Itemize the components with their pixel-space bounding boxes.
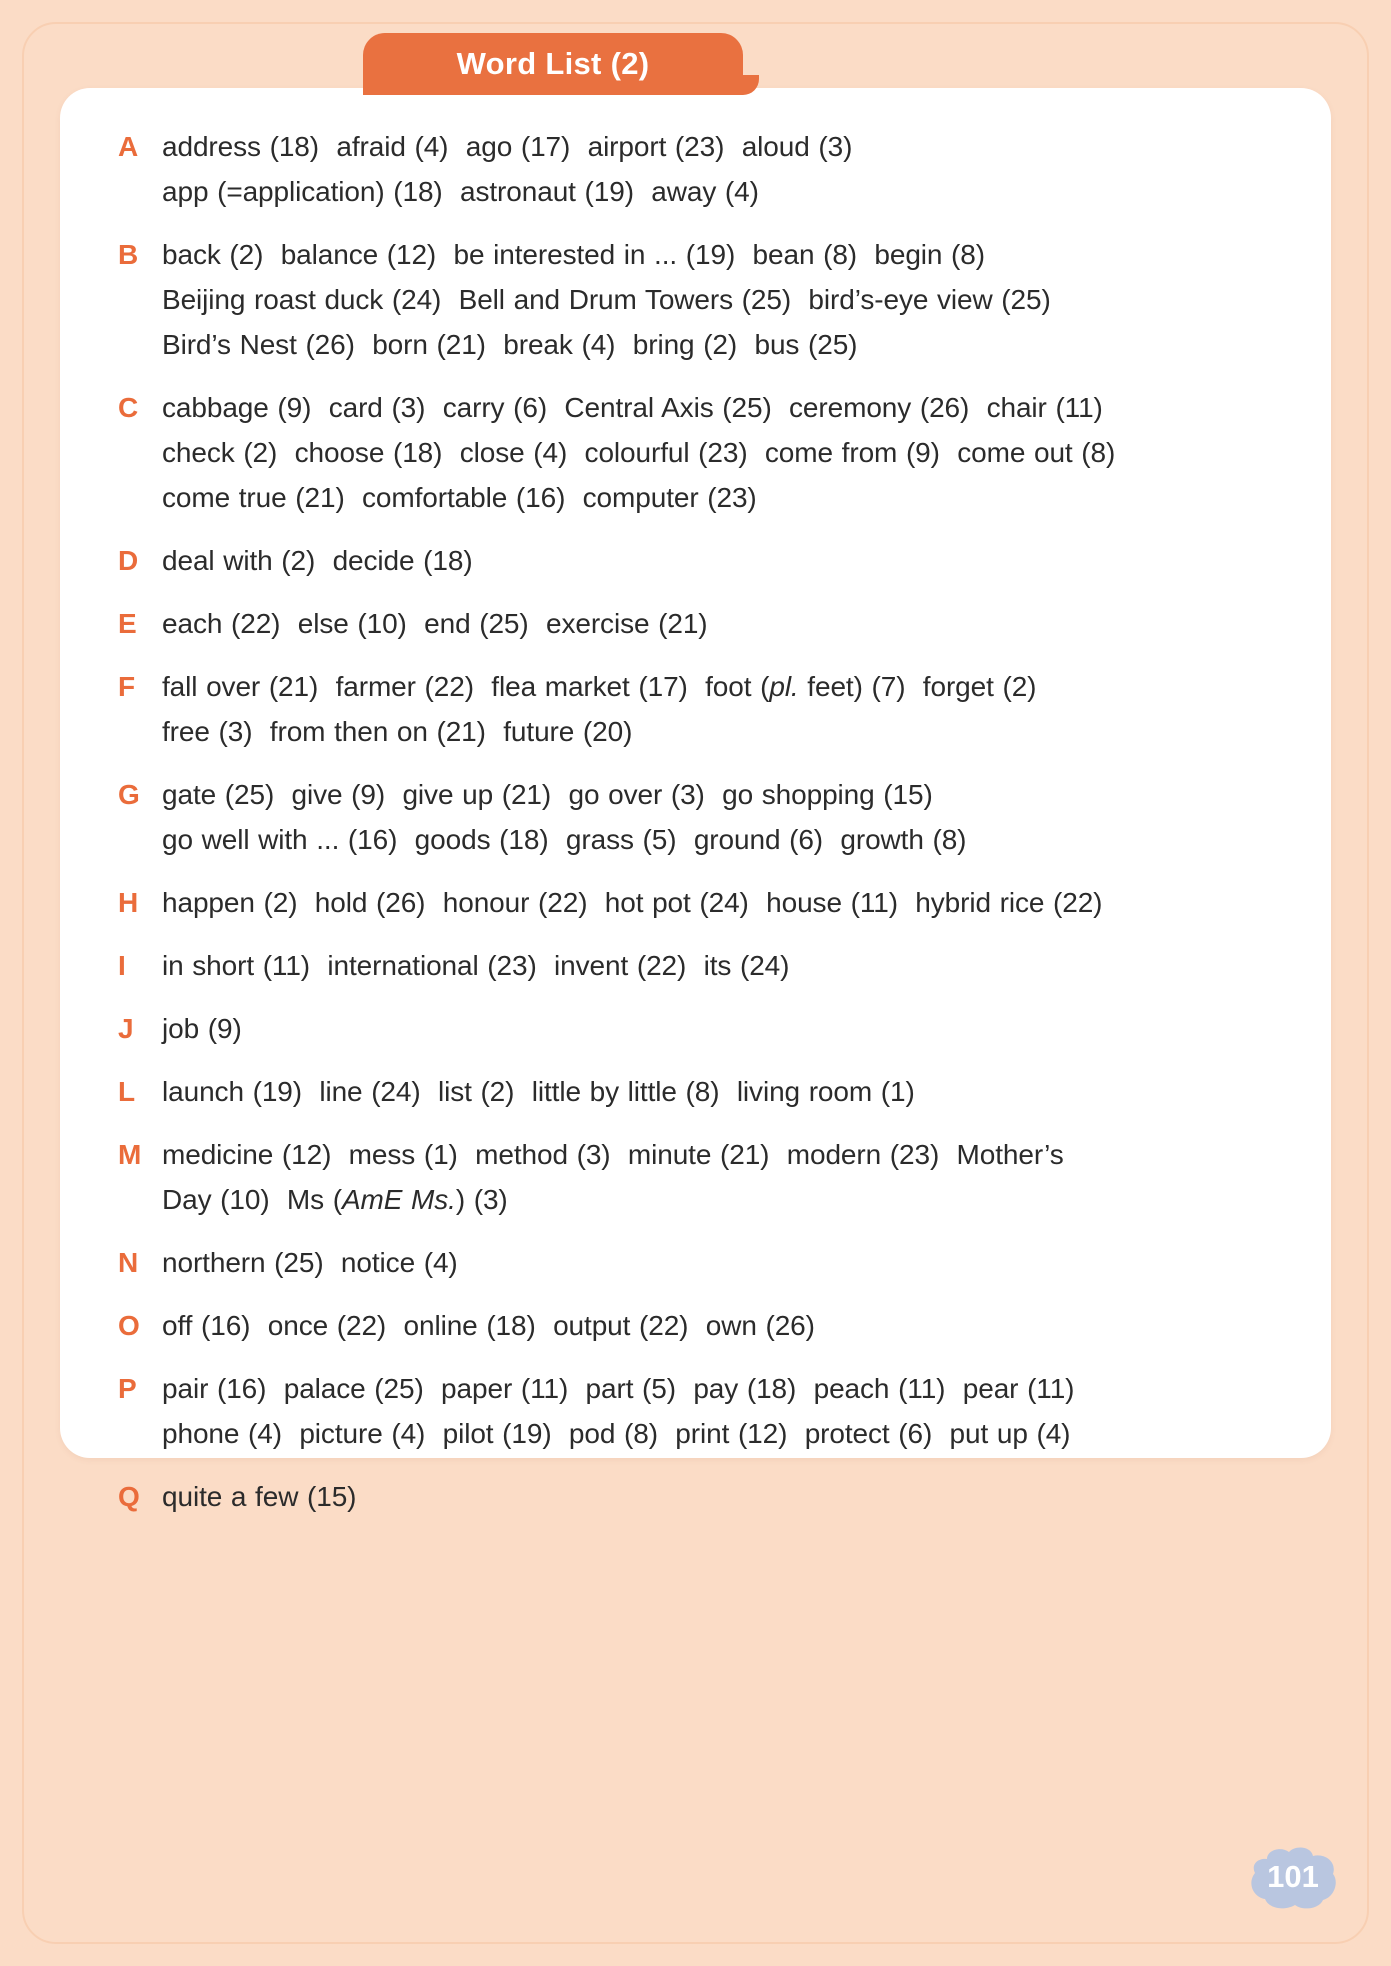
entry-words: gate (25) give (9) give up (21) go over (3) go shopping (15) go well with ... (16) goods (18) grass (5) ground (6) growth (8)	[162, 779, 967, 855]
entry-words: pair (16) palace (25) paper (11) part (5) pay (18) peach (11) pear (11) phone (4) picture (4) pilot (19) pod (8) print (12) protect (6) put up (4)	[162, 1373, 1075, 1449]
entry-letter: L	[118, 1076, 136, 1107]
entry-letter: B	[118, 239, 139, 270]
word-entry-l	[118, 1069, 1277, 1114]
entry-words: happen (2) hold (26) honour (22) hot pot (24) house (11) hybrid rice (22)	[162, 887, 1103, 918]
word-entry-b	[118, 232, 1277, 367]
entry-words: quite a few (15)	[162, 1481, 357, 1512]
word-entry-j	[118, 1006, 1277, 1051]
word-entry-g	[118, 772, 1277, 862]
entry-letter: E	[118, 608, 137, 639]
entry-words: fall over (21) farmer (22) flea market (17) foot (pl. feet) (7) forget (2) free (3) from then on (21) future (20)	[162, 671, 1037, 747]
entry-letter: J	[118, 1013, 134, 1044]
entry-words: back (2) balance (12) be interested in ... (19) bean (8) begin (8) Beijing roast duck (24) Bell and Drum Towers (25) bird’s-eye view (25) Bird’s Nest (26) born (21) break (4) bring (2) bus (25)	[162, 239, 1051, 360]
entry-words: job (9)	[162, 1013, 242, 1044]
word-entry-d	[118, 538, 1277, 583]
word-list-entries	[60, 88, 1331, 1567]
word-entry-i	[118, 943, 1277, 988]
entry-words: address (18) afraid (4) ago (17) airport (23) aloud (3) app (=application) (18) astronaut (19) away (4)	[162, 131, 853, 207]
word-entry-m	[118, 1132, 1277, 1222]
entry-letter: A	[118, 131, 139, 162]
entry-letter: M	[118, 1139, 142, 1170]
entry-words: launch (19) line (24) list (2) little by little (8) living room (1)	[162, 1076, 915, 1107]
word-list-card	[60, 88, 1331, 1512]
page-title: Word List (2)	[456, 46, 650, 81]
word-entry-f	[118, 664, 1277, 754]
entry-letter: C	[118, 392, 139, 423]
page-number-badge	[1247, 1845, 1339, 1911]
entry-words: in short (11) international (23) invent (22) its (24)	[162, 950, 790, 981]
entry-words: cabbage (9) card (3) carry (6) Central Axis (25) ceremony (26) chair (11) check (2) choose (18) close (4) colourful (23) come from (9) come out (8) come true (21) comfortable (16) computer (23)	[162, 392, 1116, 513]
word-entry-o	[118, 1303, 1277, 1348]
word-entry-e	[118, 601, 1277, 646]
page-title-tab	[363, 33, 743, 95]
word-entry-a	[118, 124, 1277, 214]
word-entry-h	[118, 880, 1277, 925]
entry-letter: H	[118, 887, 139, 918]
entry-letter: I	[118, 950, 126, 981]
entry-letter: Q	[118, 1481, 140, 1512]
word-entry-c	[118, 385, 1277, 520]
word-entry-p	[118, 1366, 1277, 1456]
entry-letter: N	[118, 1247, 139, 1278]
word-entry-q	[118, 1474, 1277, 1519]
entry-letter: P	[118, 1373, 137, 1404]
page-number: 101	[1267, 1859, 1319, 1894]
entry-letter: F	[118, 671, 136, 702]
entry-words: northern (25) notice (4)	[162, 1247, 458, 1278]
entry-letter: G	[118, 779, 140, 810]
entry-words: deal with (2) decide (18)	[162, 545, 473, 576]
entry-words: off (16) once (22) online (18) output (22) own (26)	[162, 1310, 815, 1341]
word-entry-n	[118, 1240, 1277, 1285]
entry-letter: O	[118, 1310, 140, 1341]
entry-letter: D	[118, 545, 139, 576]
entry-words: medicine (12) mess (1) method (3) minute (21) modern (23) Mother’s Day (10) Ms (AmE Ms.) (3)	[162, 1139, 1064, 1215]
entry-words: each (22) else (10) end (25) exercise (21)	[162, 608, 708, 639]
